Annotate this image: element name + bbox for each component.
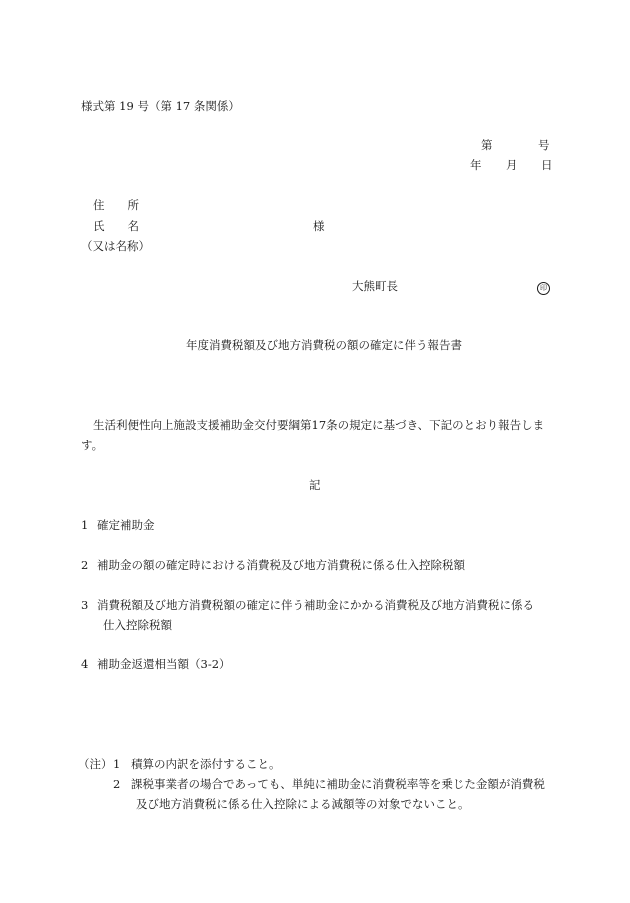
item-4-text: 補助金返還相当額（3-2）	[97, 657, 231, 671]
address-label: 住 所	[93, 198, 139, 212]
note-2-text-continued: 及び地方消費税に係る仕入控除による減額等の対象でないこと。	[136, 797, 470, 811]
form-label: 様式第 19 号（第 17 条関係）	[81, 99, 240, 113]
item-3-number: 3	[81, 598, 89, 612]
item-2-number: 2	[81, 558, 89, 572]
note-2-number: 2	[113, 777, 121, 791]
notes-label: （注）	[78, 757, 113, 771]
name-label: 氏 名	[93, 219, 139, 233]
item-1-number: 1	[81, 518, 89, 532]
item-2-text: 補助金の額の確定時における消費税及び地方消費税に係る仕入控除税額	[97, 558, 465, 572]
body-line-1: 生活利便性向上施設支援補助金交付要綱第17条の規定に基づき、下記のとおり報告しま	[93, 418, 545, 432]
item-3-text-continued: 仕入控除税額	[103, 618, 172, 632]
item-3-text: 消費税額及び地方消費税額の確定に伴う補助金にかかる消費税及び地方消費税に係る	[97, 598, 534, 612]
alt-name-label: （又は名称）	[81, 239, 150, 253]
ki-heading: 記	[309, 478, 321, 492]
item-4-number: 4	[81, 657, 89, 671]
date-month: 月	[506, 158, 518, 172]
document-title: 年度消費税額及び地方消費税の額の確定に伴う報告書	[186, 338, 462, 352]
item-1-text: 確定補助金	[97, 518, 155, 532]
date-day: 日	[541, 158, 553, 172]
body-line-2: す。	[81, 438, 104, 452]
honorific: 様	[313, 219, 325, 233]
doc-number-suffix: 号	[538, 138, 550, 152]
seal-icon: 印	[537, 282, 550, 295]
note-2-text: 課税事業者の場合であっても、単純に補助金に消費税率等を乗じた金額が消費税	[131, 777, 545, 791]
doc-number-prefix: 第	[481, 138, 493, 152]
issuer-title: 大熊町長	[352, 279, 398, 293]
seal-mark	[537, 279, 550, 295]
note-1-text: 積算の内訳を添付すること。	[131, 757, 281, 771]
date-year: 年	[470, 158, 482, 172]
note-1-number: 1	[113, 757, 121, 771]
